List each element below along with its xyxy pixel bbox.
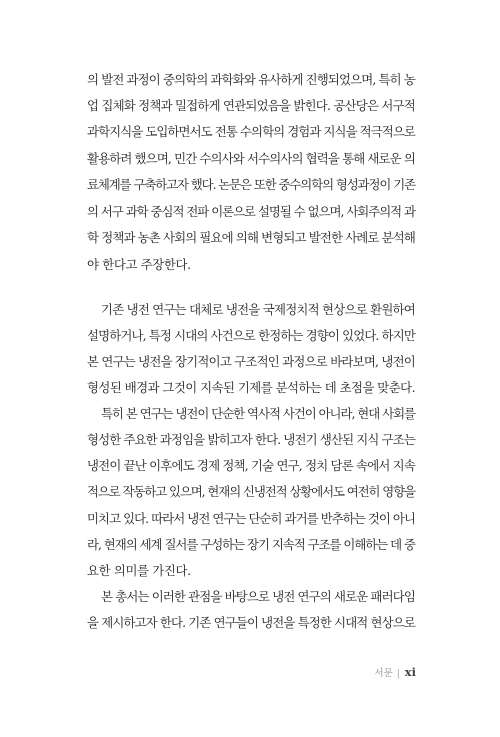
text-line: 활용하려 했으며, 민간 수의사와 서수의사의 협력을 통해 새로운 의	[87, 151, 415, 166]
text-line: 의 서구 과학 중심적 전파 이론으로 설명될 수 없으며, 사회주의적 과	[87, 204, 415, 219]
text-line: 설명하거나, 특정 시대의 사건으로 한정하는 경향이 있었다. 하지만	[87, 328, 415, 343]
running-section-title: 서문	[374, 668, 393, 679]
text-line: 기존 냉전 연구는 대체로 냉전을 국제정치적 현상으로 환원하여	[101, 302, 415, 317]
text-line: 형성한 주요한 과정임을 밝히고자 한다. 냉전기 생산된 지식 구조는	[87, 432, 415, 447]
text-line: 특히 본 연구는 냉전이 단순한 역사적 사건이 아니라, 현대 사회를	[101, 406, 415, 421]
text-line: 요한 의미를 가진다.	[87, 563, 191, 578]
text-line: 본 총서는 이러한 관점을 바탕으로 냉전 연구의 새로운 패러다임	[101, 589, 415, 604]
text-line: 야 한다고 주장한다.	[87, 257, 191, 272]
text-line: 을 제시하고자 한다. 기존 연구들이 냉전을 특정한 시대적 현상으로	[87, 615, 415, 630]
text-line: 라, 현재의 세계 질서를 구성하는 장기 지속적 구조를 이해하는 데 중	[87, 537, 415, 552]
text-line: 과학지식을 도입하면서도 전통 수의학의 경험과 지식을 적극적으로	[87, 124, 415, 139]
text-line: 냉전이 끝난 이후에도 경제 정책, 기술 연구, 정치 담론 속에서 지속	[87, 458, 415, 473]
footer-separator: |	[396, 669, 400, 679]
text-line: 학 정책과 농촌 사회의 필요에 의해 변형되고 발전한 사례로 분석해	[87, 230, 415, 245]
page-number: xi	[404, 665, 416, 679]
text-line: 적으로 작동하고 있으며, 현재의 신냉전적 상황에서도 여전히 영향을	[87, 484, 415, 499]
page-footer	[374, 665, 416, 679]
text-line: 형성된 배경과 그것이 지속된 기제를 분석하는 데 초점을 맞춘다.	[87, 380, 415, 395]
text-line: 의 발전 과정이 중의학의 과학화와 유사하게 진행되었으며, 특히 농	[87, 72, 415, 87]
text-line: 미치고 있다. 따라서 냉전 연구는 단순히 과거를 반추하는 것이 아니	[87, 511, 415, 526]
text-line: 료체계를 구축하고자 했다. 논문은 또한 중수의학의 형성과정이 기존	[87, 177, 415, 192]
text-line: 본 연구는 냉전을 장기적이고 구조적인 과정으로 바라보며, 냉전이	[87, 354, 415, 369]
text-line: 업 집체화 정책과 밀접하게 연관되었음을 밝힌다. 공산당은 서구적	[87, 98, 415, 113]
